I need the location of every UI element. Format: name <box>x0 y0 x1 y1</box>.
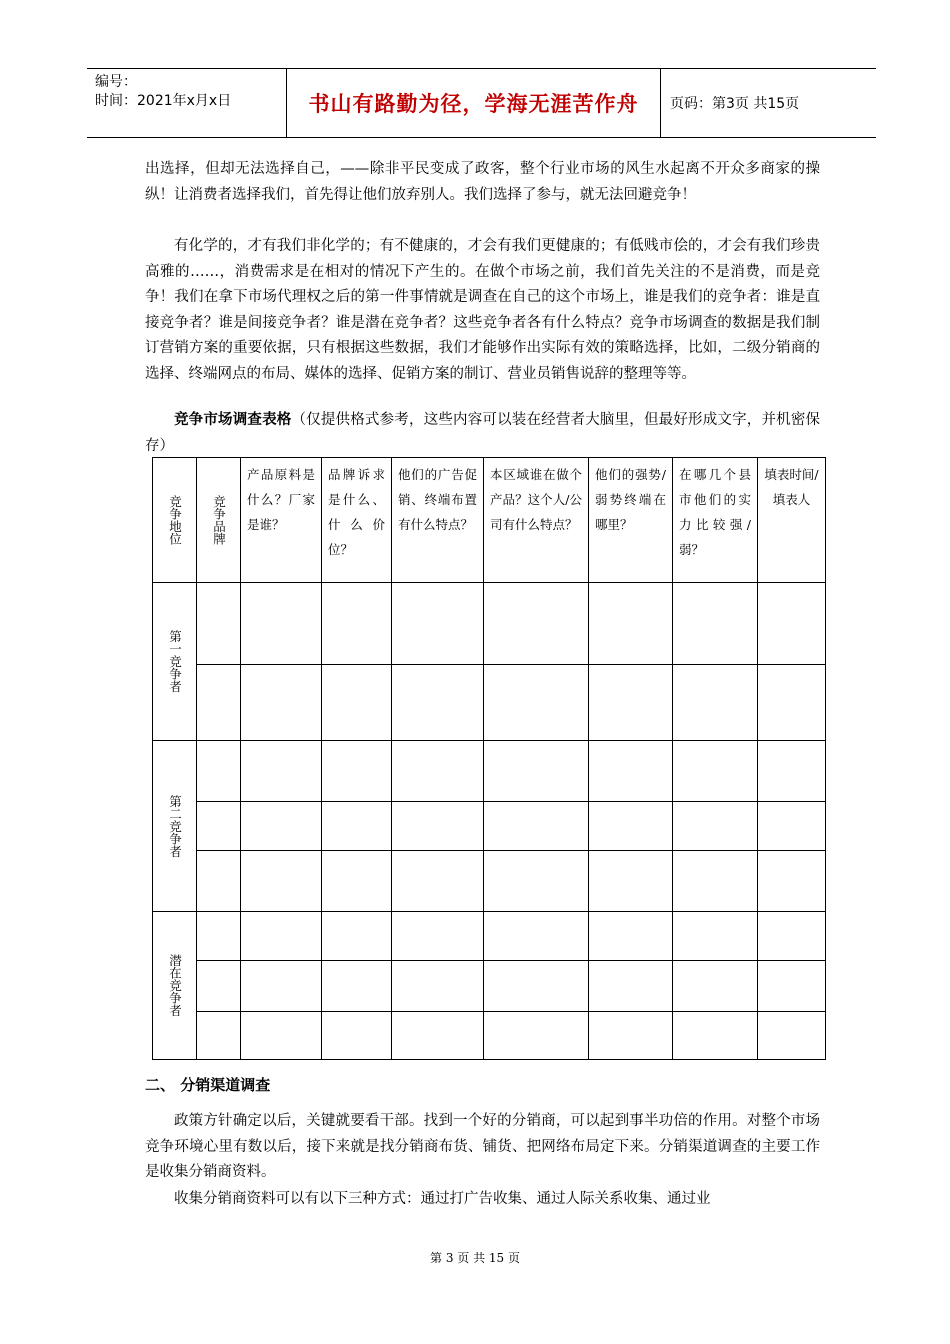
table-cell[interactable] <box>758 802 826 851</box>
table-cell[interactable] <box>589 1012 673 1060</box>
table-cell[interactable] <box>241 583 322 665</box>
table-cell[interactable] <box>589 583 673 665</box>
table-cell[interactable] <box>197 802 241 851</box>
header-cell: 竞争地位 <box>153 458 197 583</box>
table-cell[interactable] <box>197 665 241 741</box>
table-cell[interactable] <box>322 851 392 912</box>
table-cell[interactable] <box>241 851 322 912</box>
table-cell[interactable] <box>673 912 758 961</box>
table-row <box>153 802 826 851</box>
table-caption <box>145 407 820 459</box>
table-row <box>153 851 826 912</box>
page-header <box>87 68 876 138</box>
header-page-info: 页码：第3页 共15页 <box>670 96 800 112</box>
table-header-row <box>153 458 826 583</box>
table-cell[interactable] <box>197 912 241 961</box>
header-cell: 竞争品牌 <box>197 458 241 583</box>
header-cell: 本区域谁在做个产品？这个人/公司有什么特点？ <box>484 458 589 583</box>
group-cell: 潜在竞争者 <box>153 912 197 1060</box>
table-cell[interactable] <box>241 961 322 1012</box>
table-cell[interactable] <box>673 851 758 912</box>
table-cell[interactable] <box>322 802 392 851</box>
table-cell[interactable] <box>484 741 589 802</box>
header-motto: 书山有路勤为径，学海无涯苦作舟 <box>287 69 661 137</box>
section-paragraph-2: 收集分销商资料可以有以下三种方式：通过打广告收集、通过人际关系收集、通过业 <box>174 1191 711 1207</box>
table-cell[interactable] <box>484 961 589 1012</box>
table-cell[interactable] <box>758 1012 826 1060</box>
table-cell[interactable] <box>589 851 673 912</box>
table-row <box>153 665 826 741</box>
table-cell[interactable] <box>322 912 392 961</box>
competition-survey-table <box>152 457 826 1060</box>
time-label: 时间：2021年x月x日 <box>95 93 232 109</box>
table-cell[interactable] <box>484 1012 589 1060</box>
table-cell[interactable] <box>673 665 758 741</box>
table-cell[interactable] <box>392 912 484 961</box>
table-cell[interactable] <box>484 851 589 912</box>
paragraph-2: 有化学的，才有我们非化学的；有不健康的，才会有我们更健康的；有低贱市侩的，才会有我们珍贵高雅的……，消费需求是在相对的情况下产生的。在做个市场之前，我们首先关注的不是消费，而是竞争！我们在拿下市场代理权之后的第一件事情就是调查在自己的这个市场上，谁是我们的竞争者：谁是直接竞争者？谁是间接竞争者？谁是潜在竞争者？这些竞争者各有什么特点？竞争市场调查的数据是我们制订营销方案的重要依据，只有根据这些数据，我们才能够作出实际有效的策略选择，比如，二级分销商的选择、终端网点的布局、媒体的选择、促销方案的制订、营业员销售说辞的整理等等。 <box>145 238 820 382</box>
section-paragraph-1: 政策方针确定以后，关键就要看干部。找到一个好的分销商，可以起到事半功倍的作用。对整个市场竞争环境心里有数以后，接下来就是找分销商布货、铺货、把网络布局定下来。分销渠道调查的主要工作是收集分销商资料。 <box>145 1113 820 1180</box>
table-cell[interactable] <box>241 802 322 851</box>
group-cell: 第一竞争者 <box>153 583 197 741</box>
header-cell: 填表时间/填表人 <box>758 458 826 583</box>
table-cell[interactable] <box>392 741 484 802</box>
table-cell[interactable] <box>392 851 484 912</box>
table-cell[interactable] <box>589 912 673 961</box>
table-cell[interactable] <box>392 665 484 741</box>
table-cell[interactable] <box>241 665 322 741</box>
header-cell: 产品原料是什么？厂家是谁？ <box>241 458 322 583</box>
table-cell[interactable] <box>758 851 826 912</box>
group-cell: 第二竞争者 <box>153 741 197 912</box>
table-cell[interactable] <box>241 912 322 961</box>
table-row <box>153 961 826 1012</box>
table-row <box>153 741 826 802</box>
table-cell[interactable] <box>673 802 758 851</box>
table-cell[interactable] <box>589 665 673 741</box>
table-cell[interactable] <box>673 961 758 1012</box>
table-cell[interactable] <box>322 583 392 665</box>
table-cell[interactable] <box>758 961 826 1012</box>
table-caption-note: （仅提供格式参考，这些内容可以装在经营者大脑里，但最好形成文字，并机密保存） <box>145 412 821 454</box>
header-cell: 品牌诉求是什么、什么价位？ <box>322 458 392 583</box>
table-cell[interactable] <box>241 741 322 802</box>
header-cell: 在哪几个县市他们的实力比较强/弱？ <box>673 458 758 583</box>
table-cell[interactable] <box>758 741 826 802</box>
table-cell[interactable] <box>392 961 484 1012</box>
table-cell[interactable] <box>197 1012 241 1060</box>
table-cell[interactable] <box>673 741 758 802</box>
header-cell: 他们的强势/弱势终端在哪里？ <box>589 458 673 583</box>
table-cell[interactable] <box>322 1012 392 1060</box>
table-cell[interactable] <box>322 741 392 802</box>
table-cell[interactable] <box>484 912 589 961</box>
table-cell[interactable] <box>484 583 589 665</box>
table-cell[interactable] <box>758 583 826 665</box>
table-cell[interactable] <box>392 802 484 851</box>
page-footer: 第 3 页 共 15 页 <box>430 1251 520 1265</box>
paragraph-1: 出选择，但却无法选择自己，——除非平民变成了政客，整个行业市场的风生水起离不开众多商家的操纵！让消费者选择我们，首先得让他们放弃别人。我们选择了参与，就无法回避竞争！ <box>145 161 820 203</box>
table-cell[interactable] <box>484 665 589 741</box>
table-cell[interactable] <box>392 1012 484 1060</box>
table-cell[interactable] <box>197 741 241 802</box>
table-cell[interactable] <box>392 583 484 665</box>
table-cell[interactable] <box>197 583 241 665</box>
table-cell[interactable] <box>197 961 241 1012</box>
table-cell[interactable] <box>673 583 758 665</box>
number-label: 编号： <box>95 74 137 90</box>
table-cell[interactable] <box>758 912 826 961</box>
header-meta <box>87 69 287 137</box>
section-title: 二、 分销渠道调查 <box>145 1076 271 1094</box>
table-cell[interactable] <box>484 802 589 851</box>
table-cell[interactable] <box>322 961 392 1012</box>
table-caption-title: 竞争市场调查表格 <box>174 411 292 428</box>
table-row <box>153 1012 826 1060</box>
table-cell[interactable] <box>589 741 673 802</box>
table-cell[interactable] <box>589 802 673 851</box>
table-cell[interactable] <box>758 665 826 741</box>
table-row <box>153 912 826 961</box>
table-cell[interactable] <box>241 1012 322 1060</box>
table-cell[interactable] <box>673 1012 758 1060</box>
table-cell[interactable] <box>322 665 392 741</box>
header-cell: 他们的广告促销、终端布置有什么特点？ <box>392 458 484 583</box>
table-cell[interactable] <box>589 961 673 1012</box>
table-cell[interactable] <box>197 851 241 912</box>
table-row <box>153 583 826 665</box>
